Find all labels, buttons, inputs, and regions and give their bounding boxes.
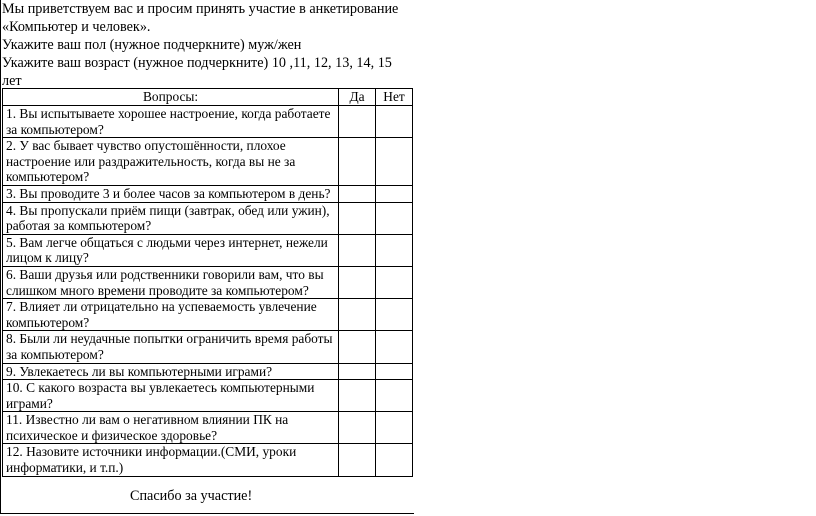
question-5: 5. Вам легче общаться с людьми через интернет, нежели лицом к лицу? (3, 234, 339, 266)
question-7: 7. Влияет ли отрицательно на успеваемость увлечение компьютером? (3, 299, 339, 331)
answer-yes-cell[interactable] (339, 202, 376, 234)
answer-no-cell[interactable] (376, 106, 413, 138)
answer-no-cell[interactable] (376, 380, 413, 412)
table-row (3, 234, 413, 266)
question-12: 12. Назовите источники информации.(СМИ, уроки информатики, и т.п.) (3, 444, 339, 476)
answer-yes-cell[interactable] (339, 412, 376, 444)
question-9: 9. Увлекаетесь ли вы компьютерными играми? (3, 363, 339, 380)
table-row (3, 138, 413, 186)
answer-yes-cell[interactable] (339, 363, 376, 380)
question-10: 10. С какого возраста вы увлекаетесь компьютерными играми? (3, 380, 339, 412)
table-header-row (3, 89, 413, 106)
question-3: 3. Вы проводите 3 и более часов за компьютером в день? (3, 185, 339, 202)
answer-no-cell[interactable] (376, 234, 413, 266)
thanks-message: Спасибо за участие! (130, 488, 253, 504)
answer-no-cell[interactable] (376, 185, 413, 202)
table-row (3, 412, 413, 444)
question-11: 11. Известно ли вам о негативном влиянии ПК на психическое и физическое здоровье? (3, 412, 339, 444)
table-row (3, 299, 413, 331)
answer-yes-cell[interactable] (339, 444, 376, 476)
table-row (3, 185, 413, 202)
header-no: Нет (376, 89, 413, 106)
table-row (3, 380, 413, 412)
age-unit: лет (2, 73, 22, 89)
survey-table (2, 88, 413, 477)
question-6: 6. Ваши друзья или родственники говорили вам, что вы слишком много времени проводите за компьютером? (3, 266, 339, 298)
answer-yes-cell[interactable] (339, 106, 376, 138)
answer-yes-cell[interactable] (339, 234, 376, 266)
survey-title: «Компьютер и человек». (2, 19, 151, 35)
intro-text (2, 0, 412, 90)
answer-no-cell[interactable] (376, 444, 413, 476)
answer-no-cell[interactable] (376, 138, 413, 186)
table-row (3, 331, 413, 363)
question-1: 1. Вы испытываете хорошее настроение, когда работаете за компьютером? (3, 106, 339, 138)
header-questions: Вопросы: (3, 89, 339, 106)
question-4: 4. Вы пропускали приём пищи (завтрак, обед или ужин), работая за компьютером? (3, 202, 339, 234)
question-2: 2. У вас бывает чувство опустошённости, плохое настроение или раздражительность, когда вы не за компьютером? (3, 138, 339, 186)
answer-yes-cell[interactable] (339, 138, 376, 186)
answer-no-cell[interactable] (376, 412, 413, 444)
answer-no-cell[interactable] (376, 266, 413, 298)
gender-prompt: Укажите ваш пол (нужное подчеркните) муж/жен (2, 37, 302, 53)
answer-no-cell[interactable] (376, 299, 413, 331)
answer-yes-cell[interactable] (339, 299, 376, 331)
question-8: 8. Были ли неудачные попытки ограничить время работы за компьютером? (3, 331, 339, 363)
table-row (3, 266, 413, 298)
table-row (3, 202, 413, 234)
header-yes: Да (339, 89, 376, 106)
age-prompt: Укажите ваш возраст (нужное подчеркните) 10 ,11, 12, 13, 14, 15 (2, 55, 392, 71)
answer-yes-cell[interactable] (339, 331, 376, 363)
table-row (3, 444, 413, 476)
table-row (3, 363, 413, 380)
answer-yes-cell[interactable] (339, 380, 376, 412)
answer-yes-cell[interactable] (339, 266, 376, 298)
answer-no-cell[interactable] (376, 202, 413, 234)
intro-greeting: Мы приветствуем вас и просим принять участие в анкетирование (2, 1, 399, 17)
answer-yes-cell[interactable] (339, 185, 376, 202)
answer-no-cell[interactable] (376, 363, 413, 380)
answer-no-cell[interactable] (376, 331, 413, 363)
table-row (3, 106, 413, 138)
